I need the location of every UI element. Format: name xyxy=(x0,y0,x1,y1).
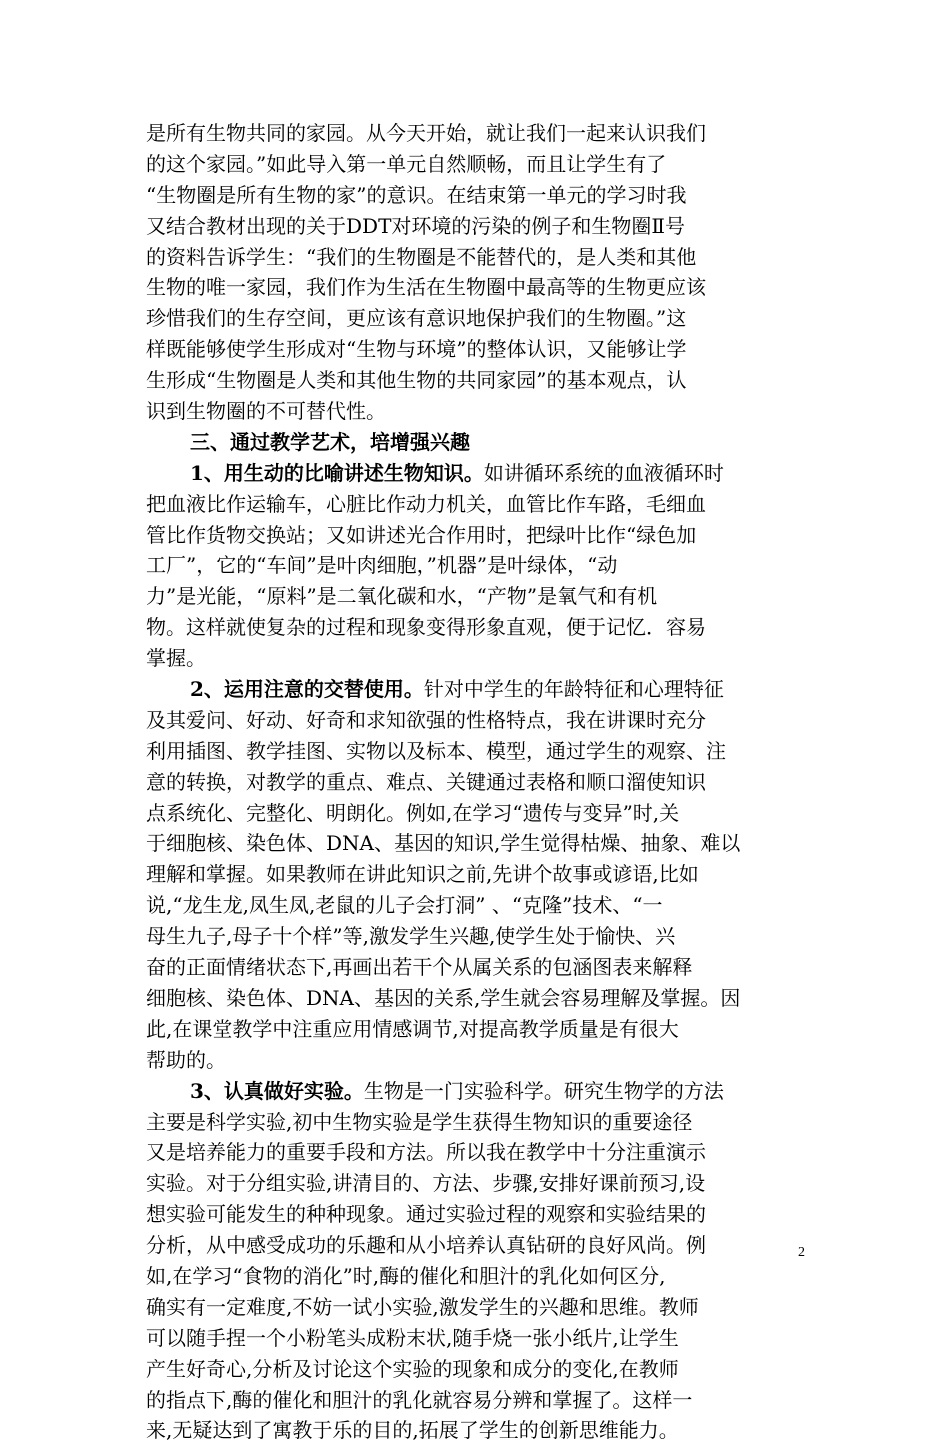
text-line: 又结合教材出现的关于DDT对环境的污染的例子和生物圈Ⅱ号 xyxy=(146,213,686,238)
text-line: 识到生物圈的不可替代性。 xyxy=(146,399,386,424)
text-line: 确实有一定难度,不妨一试小实验,激发学生的兴趣和思维。教师 xyxy=(146,1294,699,1319)
text-line: 此,在课堂教学中注重应用情感调节,对提高教学质量是有很大 xyxy=(146,1016,679,1041)
page-number: 2 xyxy=(798,1245,805,1260)
paragraph-continuation xyxy=(146,118,810,427)
text-line: 管比作货物交换站；又如讲述光合作用时，把绿叶比作“绿色加 xyxy=(146,522,697,547)
text-line: 的这个家园。”如此导入第一单元自然顺畅，而且让学生有了 xyxy=(146,151,667,176)
paragraph-lead: 3、认真做好实验。 xyxy=(190,1078,364,1103)
paragraph-experiment xyxy=(146,1076,810,1446)
text-line: 力”是光能，“原料”是二氧化碳和水，“产物”是氧气和有机 xyxy=(146,584,658,609)
text-line: “生物圈是所有生物的家”的意识。在结束第一单元的学习时我 xyxy=(146,182,687,207)
text-line: 实验。对于分组实验,讲清目的、方法、步骤,安排好课前预习,设 xyxy=(146,1171,706,1196)
text-line: 是所有生物共同的家园。从今天开始，就让我们一起来认识我们 xyxy=(146,121,706,145)
text-line: 产生好奇心,分析及讨论这个实验的现象和成分的变化,在教师 xyxy=(146,1356,679,1381)
text-line: 细胞核、染色体、DNA、基因的关系,学生就会容易理解及掌握。因 xyxy=(146,985,741,1010)
text-line: 说,“龙生龙,凤生凤,老鼠的儿子会打洞” 、“克隆”技术、“一 xyxy=(146,893,663,918)
text-line: 分析，从中感受成功的乐趣和从小培养认真钻研的良好风尚。例 xyxy=(146,1233,706,1258)
paragraph-text: 生物是一门实验科学。研究生物学的方法 xyxy=(363,1078,724,1103)
text-line: 点系统化、完整化、明朗化。例如,在学习“遗传与变异”时,关 xyxy=(146,800,680,825)
text-line: 及其爱问、好动、好奇和求知欲强的性格特点，我在讲课时充分 xyxy=(146,707,706,732)
text-line: 生形成“生物圈是人类和其他生物的共同家园”的基本观点，认 xyxy=(146,368,687,393)
document-body xyxy=(146,118,810,1446)
paragraph-first-line xyxy=(146,1076,810,1107)
paragraph-attention xyxy=(146,674,810,1076)
paragraph-text: 如讲循环系统的血液循环时 xyxy=(483,460,724,485)
text-line: 把血液比作运输车，心脏比作动力机关，血管比作车路，毛细血 xyxy=(146,491,706,516)
text-line: 可以随手捏一个小粉笔头成粉末状,随手烧一张小纸片,让学生 xyxy=(146,1325,679,1350)
text-line: 意的转换，对教学的重点、难点、关键通过表格和顺口溜使知识 xyxy=(146,769,706,794)
text-line: 奋的正面情绪状态下,再画出若干个从属关系的包涵图表来解释 xyxy=(146,955,693,980)
text-line: 又是培养能力的重要手段和方法。所以我在教学中十分注重演示 xyxy=(146,1140,706,1165)
text-line: 样既能够使学生形成对“生物与环境”的整体认识，又能够让学 xyxy=(146,337,687,362)
paragraph-first-line xyxy=(146,458,810,489)
text-line: 母生九子,母子十个样”等,激发学生兴趣,使学生处于愉快、兴 xyxy=(146,924,676,949)
paragraph-text: 针对中学生的年龄特征和心理特征 xyxy=(423,677,724,702)
paragraph-lead: 2、运用注意的交替使用。 xyxy=(190,677,424,702)
text-line: 主要是科学实验,初中生物实验是学生获得生物知识的重要途径 xyxy=(146,1109,693,1134)
paragraph-metaphor xyxy=(146,458,810,674)
text-line: 生物的唯一家园，我们作为生活在生物圈中最高等的生物更应该 xyxy=(146,275,706,300)
paragraph-lead: 1、用生动的比喻讲述生物知识。 xyxy=(190,460,484,485)
text-line: 物。这样就使复杂的过程和现象变得形象直观，便于记忆．容易 xyxy=(146,615,706,640)
section-heading: 三、通过教学艺术，培增强兴趣 xyxy=(190,429,470,454)
text-line: 的资料告诉学生：“我们的生物圈是不能替代的，是人类和其他 xyxy=(146,244,697,269)
text-line: 于细胞核、染色体、DNA、基因的知识,学生觉得枯燥、抽象、难以 xyxy=(146,831,741,856)
text-line: 来,无疑达到了寓教于乐的目的,拓展了学生的创新思维能力。 xyxy=(146,1418,679,1443)
text-line: 利用插图、教学挂图、实物以及标本、模型，通过学生的观察、注 xyxy=(146,738,726,763)
text-line: 帮助的。 xyxy=(146,1047,226,1072)
text-line: 想实验可能发生的种种现象。通过实验过程的观察和实验结果的 xyxy=(146,1202,706,1227)
text-line: 如,在学习“食物的消化”时,酶的催化和胆汁的乳化如何区分, xyxy=(146,1263,666,1288)
text-line: 理解和掌握。如果教师在讲此知识之前,先讲个故事或谚语,比如 xyxy=(146,862,699,887)
paragraph-first-line xyxy=(146,674,810,705)
text-line: 的指点下,酶的催化和胆汁的乳化就容易分辨和掌握了。这样一 xyxy=(146,1387,693,1412)
text-line: 工厂”，它的“车间”是叶肉细胞，”机器”是叶绿体，“动 xyxy=(146,553,618,578)
text-line: 掌握。 xyxy=(146,646,206,671)
text-line: 珍惜我们的生存空间，更应该有意识地保护我们的生物圈。”这 xyxy=(146,306,687,331)
